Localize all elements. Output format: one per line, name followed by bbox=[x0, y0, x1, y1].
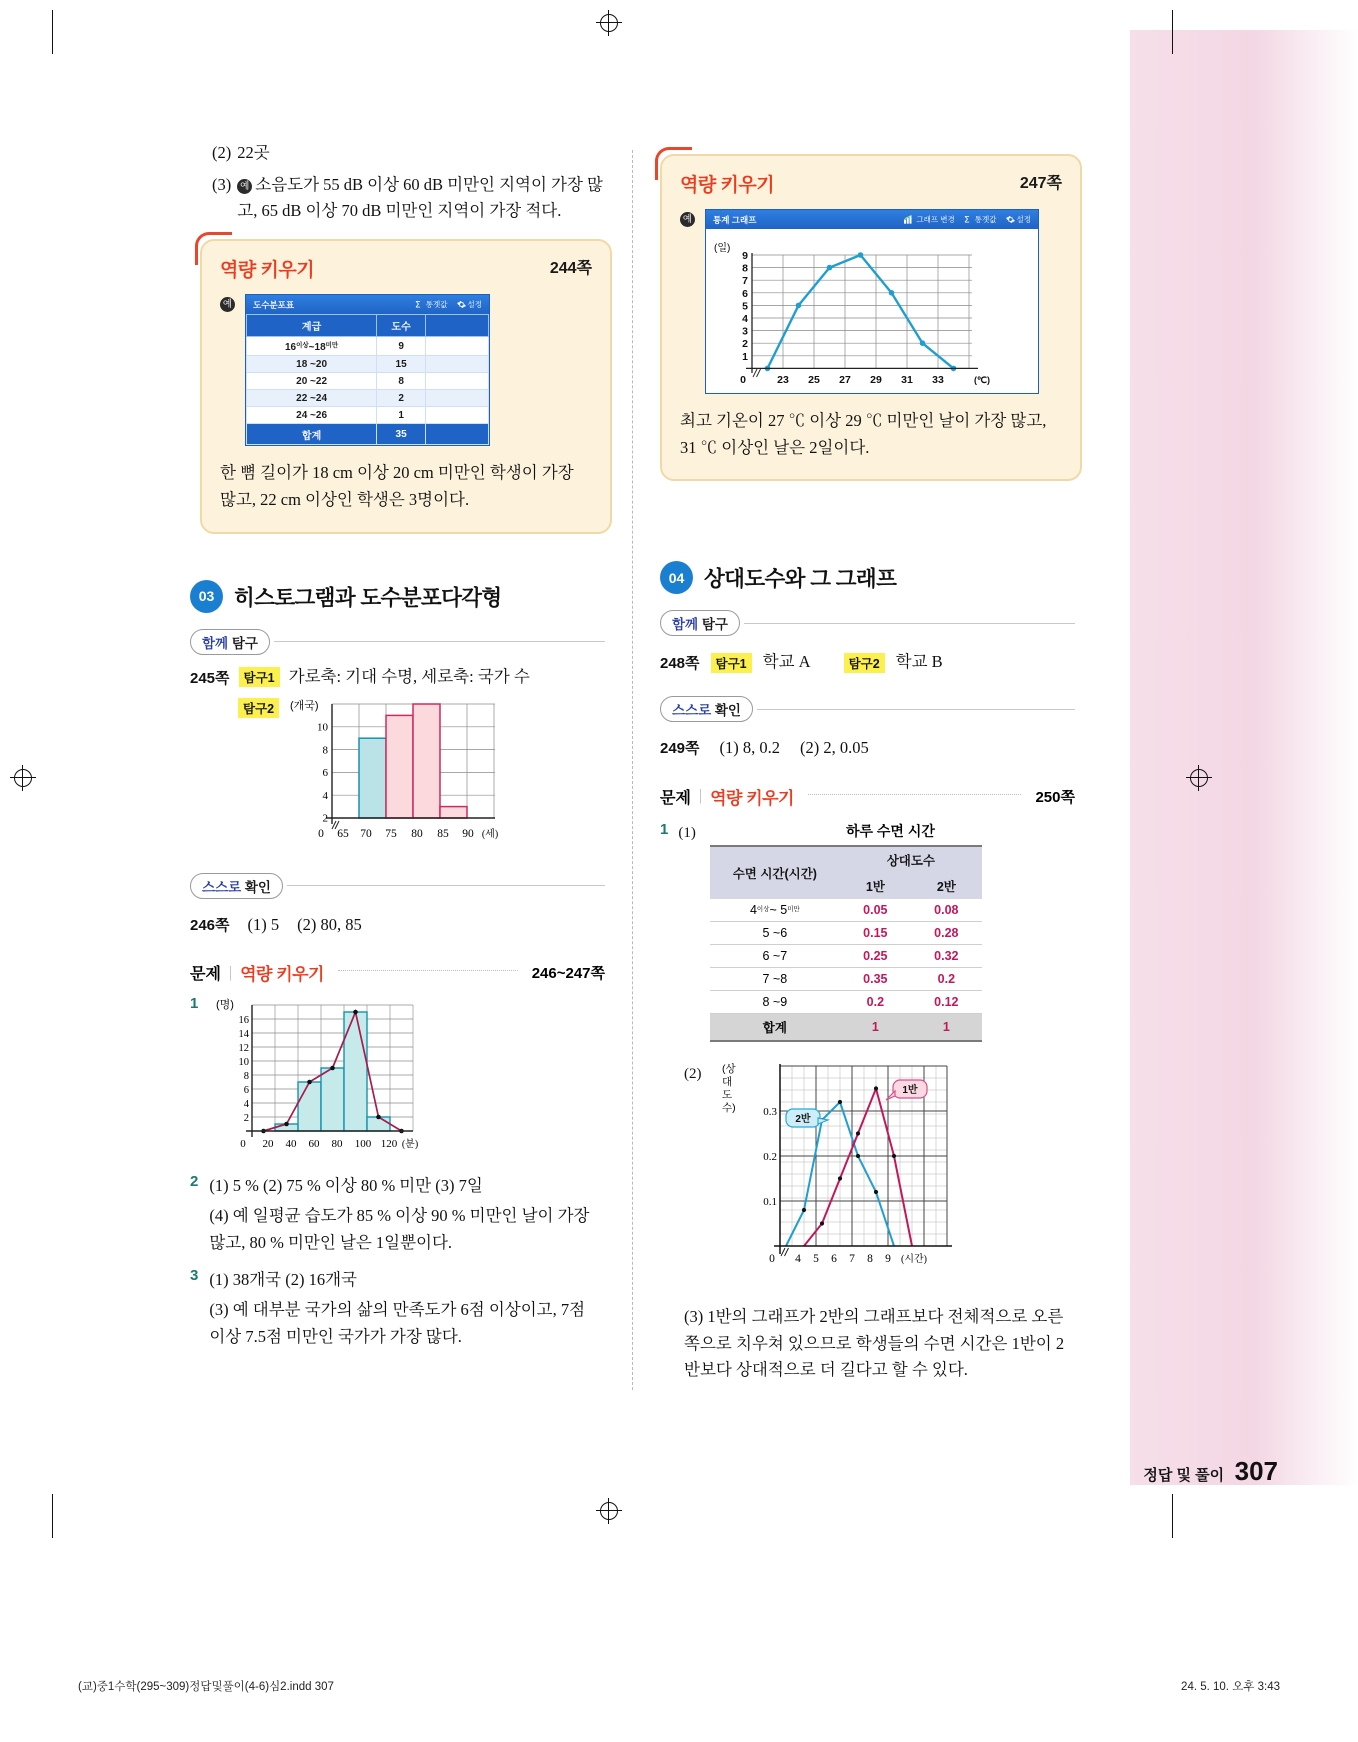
cell-blank bbox=[426, 424, 489, 445]
svg-text:0.3: 0.3 bbox=[762, 1105, 777, 1118]
section-title: 상대도수와 그 그래프 bbox=[704, 567, 897, 592]
capability-title: 역량 키우기 bbox=[220, 260, 315, 282]
sigma-icon bbox=[964, 215, 973, 224]
section-number-badge: 03 bbox=[190, 580, 223, 613]
svg-text:0: 0 bbox=[768, 1252, 775, 1265]
statistics-graph-app[interactable] bbox=[705, 209, 1039, 394]
cell-class1-value: 0.2 bbox=[840, 990, 911, 1013]
section-title: 히스토그램과 도수분포다각형 bbox=[234, 585, 502, 610]
footer-file-info: (교)중1수학(295~309)정답및풀이(4-6)심2.indd 307 bbox=[78, 1681, 334, 1693]
svg-text:90: 90 bbox=[462, 827, 474, 840]
cell-range: 8 ~9 bbox=[710, 990, 840, 1013]
svg-text:8: 8 bbox=[244, 1071, 250, 1083]
example-badge: 예 bbox=[220, 297, 235, 312]
answer-number: (2) bbox=[212, 143, 232, 162]
registration-mark-top bbox=[596, 10, 622, 36]
dotted-rule bbox=[808, 794, 1022, 795]
self-check-item: (1) 8, 0.2 bbox=[719, 738, 781, 758]
explore-tag-1-text: 가로축: 기대 수명, 세로축: 국가 수 bbox=[288, 666, 530, 686]
svg-text:2: 2 bbox=[742, 338, 748, 351]
svg-text:120: 120 bbox=[381, 1138, 398, 1151]
explore-tag: 함께 탐구 bbox=[190, 629, 270, 655]
sleep-relative-frequency-graph bbox=[708, 1056, 964, 1288]
svg-text:20: 20 bbox=[262, 1138, 274, 1151]
explore-tag-2-text: 학교 B bbox=[895, 652, 943, 672]
capability-caption: 한 뼘 길이가 18 cm 이상 20 cm 미만인 학생이 가장 많고, 22 cm 이상인 학생은 3명이다. bbox=[220, 463, 574, 509]
crop-mark-bottom-left bbox=[52, 1494, 53, 1538]
svg-text:수): 수) bbox=[721, 1101, 736, 1114]
life-expectancy-histogram bbox=[288, 696, 503, 851]
sub-question-label: (1) bbox=[678, 824, 696, 841]
self-check-item: (2) 80, 85 bbox=[297, 914, 362, 934]
self-check-page-ref: 246쪽 bbox=[190, 916, 230, 934]
gear-icon bbox=[1006, 215, 1015, 224]
page-number-label: 정답 및 풀이 bbox=[1143, 1467, 1225, 1484]
problem-capability-title: 역량 키우기 bbox=[240, 965, 324, 985]
registration-mark-left bbox=[10, 765, 36, 791]
svg-text:7: 7 bbox=[848, 1252, 855, 1265]
bar-40-60 bbox=[298, 1082, 321, 1131]
cell-class: 20 ~22 bbox=[247, 373, 377, 390]
section-number-badge: 04 bbox=[660, 561, 693, 594]
bar-75-80 bbox=[386, 715, 413, 818]
svg-text:100: 100 bbox=[355, 1138, 372, 1151]
table-row bbox=[247, 337, 489, 356]
cell-range: 6 ~7 bbox=[710, 944, 840, 967]
polygon-line bbox=[768, 255, 954, 368]
svg-text:(시간): (시간) bbox=[900, 1253, 927, 1265]
bar-80-85 bbox=[413, 704, 440, 818]
section-heading-04 bbox=[660, 561, 1075, 594]
chart-icon bbox=[904, 215, 914, 224]
explore-tag-1: 탐구1 bbox=[239, 667, 280, 687]
temperature-frequency-polygon bbox=[710, 237, 1015, 387]
cell-class: 22 ~24 bbox=[247, 390, 377, 407]
capability-box-244 bbox=[200, 239, 612, 533]
cell-class: $16^{이상}\sim 18^{미만}$ bbox=[247, 337, 377, 356]
svg-text:1반: 1반 bbox=[901, 1084, 918, 1096]
page-number: 307 bbox=[1234, 1456, 1278, 1486]
explore-tag: 함께 탐구 bbox=[660, 610, 740, 636]
cell-class2-value: 0.32 bbox=[911, 944, 982, 967]
svg-text:8: 8 bbox=[866, 1252, 873, 1265]
problem-header bbox=[190, 960, 605, 985]
cell-class1-value: 0.25 bbox=[840, 944, 911, 967]
separator: | bbox=[698, 787, 703, 805]
cell-blank bbox=[426, 407, 489, 424]
table-row bbox=[247, 407, 489, 424]
self-check-page-ref: 249쪽 bbox=[660, 740, 700, 758]
svg-text:2반: 2반 bbox=[794, 1113, 811, 1125]
cell-class1-value: 0.35 bbox=[840, 967, 911, 990]
cell-class: 18 ~20 bbox=[247, 356, 377, 373]
svg-text:23: 23 bbox=[777, 374, 789, 386]
problem-label: 문제 bbox=[190, 966, 221, 984]
self-check-tag-row bbox=[660, 696, 1075, 722]
col-relative-frequency: 상대도수 bbox=[840, 846, 982, 873]
cell-class2-value: 0.2 bbox=[911, 967, 982, 990]
explore-page-ref: 245쪽 bbox=[190, 669, 230, 687]
bar-60-80 bbox=[321, 1068, 344, 1131]
self-check-tag: 스스로 확인 bbox=[660, 696, 753, 722]
settings-tool-label: 설정 bbox=[467, 300, 482, 310]
svg-text:9: 9 bbox=[742, 250, 748, 262]
svg-text:10: 10 bbox=[238, 1057, 250, 1069]
cell-blank bbox=[426, 337, 489, 356]
question-number: 1 bbox=[190, 995, 199, 1013]
problem-label: 문제 bbox=[660, 789, 691, 807]
col-empty bbox=[426, 315, 489, 337]
cell-blank bbox=[426, 390, 489, 407]
app-canvas bbox=[706, 229, 1038, 393]
svg-text:0: 0 bbox=[740, 374, 746, 386]
statistics-tool[interactable] bbox=[415, 299, 448, 310]
statistics-tool-label: 통곗값 bbox=[974, 215, 997, 224]
page-footer bbox=[0, 1622, 1358, 1742]
answer-item bbox=[212, 172, 605, 225]
registration-mark-right bbox=[1186, 765, 1212, 791]
question-number: 2 bbox=[190, 1173, 199, 1191]
total-class2: 1 bbox=[911, 1013, 982, 1041]
svg-text:16: 16 bbox=[238, 1015, 250, 1027]
svg-text:8: 8 bbox=[742, 262, 748, 275]
right-column bbox=[660, 140, 1075, 1384]
table-header-row bbox=[247, 315, 489, 337]
explore-tag-1: 탐구1 bbox=[711, 653, 752, 673]
explore-tag-row bbox=[190, 629, 605, 655]
cell-class1-value: 0.05 bbox=[840, 899, 911, 922]
sigma-icon bbox=[415, 300, 424, 309]
question-number: 1 bbox=[660, 820, 669, 838]
corner-accent bbox=[655, 147, 692, 180]
table-row bbox=[247, 373, 489, 390]
statistics-tool[interactable] bbox=[964, 214, 997, 225]
svg-text:4: 4 bbox=[742, 313, 748, 325]
gear-icon bbox=[457, 300, 466, 309]
rule-line bbox=[287, 885, 605, 886]
data-points bbox=[765, 252, 957, 371]
self-check-item: (2) 2, 0.05 bbox=[800, 738, 869, 758]
page-number-block bbox=[1143, 1456, 1278, 1487]
answer-line: (1) 5 % (2) 75 % 이상 80 % 미만 (3) 7일 bbox=[209, 1176, 483, 1196]
sub-question-label: (2) bbox=[684, 1065, 702, 1082]
rule-line bbox=[757, 709, 1075, 710]
svg-text:9: 9 bbox=[884, 1252, 891, 1265]
explore-tag-2: 탐구2 bbox=[238, 698, 279, 718]
problem-page-ref: 250쪽 bbox=[1035, 788, 1075, 806]
table-caption: 하루 수면 시간 bbox=[845, 822, 935, 839]
col-sleep-time: 수면 시간(시간) bbox=[710, 846, 840, 899]
cell-blank bbox=[426, 373, 489, 390]
cell-frequency: 8 bbox=[377, 373, 426, 390]
rule-line bbox=[274, 641, 605, 642]
svg-text:(℃): (℃) bbox=[973, 375, 991, 385]
svg-text:6: 6 bbox=[830, 1252, 837, 1265]
svg-text:25: 25 bbox=[808, 374, 820, 386]
table-row bbox=[710, 944, 982, 967]
svg-text:(명): (명) bbox=[216, 999, 235, 1012]
explore-tag-1-text: 학교 A bbox=[762, 652, 811, 672]
total-label: 합계 bbox=[247, 424, 377, 445]
self-check-item: (1) 5 bbox=[247, 914, 280, 934]
total-class1: 1 bbox=[840, 1013, 911, 1041]
capability-page-ref: 244쪽 bbox=[549, 260, 592, 278]
answer-line: (4) 예 일평균 습도가 85 % 이상 90 % 미만인 날이 가장 많고, 80 % 미만인 날은 1일뿐이다. bbox=[209, 1206, 590, 1252]
example-badge: 예 bbox=[237, 179, 252, 194]
cell-class2-value: 0.28 bbox=[911, 921, 982, 944]
svg-text:29: 29 bbox=[870, 374, 882, 386]
answer-item bbox=[212, 140, 605, 167]
cell-class2-value: 0.12 bbox=[911, 990, 982, 1013]
self-check-tag: 스스로 확인 bbox=[190, 873, 283, 899]
svg-text:12: 12 bbox=[238, 1043, 250, 1055]
cell-frequency: 1 bbox=[377, 407, 426, 424]
svg-text:0.2: 0.2 bbox=[762, 1150, 777, 1163]
svg-text:14: 14 bbox=[238, 1029, 250, 1041]
svg-text:5: 5 bbox=[812, 1252, 819, 1265]
svg-text:(세): (세) bbox=[481, 828, 499, 840]
footer-timestamp: 24. 5. 10. 오후 3:43 bbox=[1181, 1681, 1280, 1693]
svg-text:80: 80 bbox=[331, 1138, 343, 1151]
table-total-row bbox=[710, 1013, 982, 1041]
cell-range: 7 ~8 bbox=[710, 967, 840, 990]
app-title: 통계 그래프 bbox=[713, 214, 757, 225]
cell-range: 5 ~6 bbox=[710, 921, 840, 944]
svg-text:대: 대 bbox=[721, 1075, 732, 1088]
svg-text:8: 8 bbox=[322, 743, 329, 756]
svg-text:33: 33 bbox=[932, 374, 944, 386]
svg-text:Σ: Σ bbox=[414, 300, 421, 310]
rule-line bbox=[744, 623, 1075, 624]
cell-frequency: 15 bbox=[377, 356, 426, 373]
section-heading-03 bbox=[190, 580, 605, 613]
cell-class1-value: 0.15 bbox=[840, 921, 911, 944]
svg-text:6: 6 bbox=[244, 1085, 250, 1097]
explore-tag-row bbox=[660, 610, 1075, 636]
svg-text:60: 60 bbox=[308, 1138, 320, 1151]
crop-mark-bottom-right bbox=[1172, 1494, 1173, 1538]
capability-title: 역량 키우기 bbox=[680, 175, 775, 196]
table-row bbox=[710, 921, 982, 944]
svg-text:도: 도 bbox=[721, 1088, 732, 1101]
capability-box-247 bbox=[660, 154, 1082, 481]
separator: | bbox=[228, 963, 233, 981]
example-badge: 예 bbox=[680, 212, 695, 227]
svg-text:4: 4 bbox=[244, 1099, 250, 1111]
svg-text:10: 10 bbox=[317, 721, 329, 734]
svg-text:0: 0 bbox=[240, 1138, 247, 1151]
svg-text:65: 65 bbox=[337, 827, 349, 840]
svg-text:5: 5 bbox=[742, 300, 748, 313]
statistics-tool-label: 통곗값 bbox=[425, 300, 448, 310]
capability-page-ref: 247쪽 bbox=[1019, 175, 1062, 192]
app-title: 도수분포표 bbox=[253, 299, 295, 310]
question-number: 3 bbox=[190, 1267, 199, 1285]
svg-text:80: 80 bbox=[411, 827, 423, 840]
class1-line bbox=[804, 1088, 912, 1246]
frequency-table-app[interactable] bbox=[245, 294, 490, 446]
change-graph-tool[interactable] bbox=[904, 214, 954, 225]
cell-class: 24 ~26 bbox=[247, 407, 377, 424]
app-title-bar bbox=[246, 295, 489, 314]
answer-line: (3) 1반의 그래프가 2반의 그래프보다 전체적으로 오른쪽으로 치우쳐 있으므로 학생들의 수면 시간은 1반이 2반보다 상대적으로 더 길다고 할 수 있다. bbox=[684, 1306, 1065, 1380]
table-row bbox=[247, 390, 489, 407]
col-class-1: 1반 bbox=[840, 873, 911, 899]
svg-text:31: 31 bbox=[901, 374, 913, 386]
answer-text: 22곳 bbox=[237, 143, 270, 162]
svg-text:1: 1 bbox=[742, 350, 748, 363]
corner-accent bbox=[195, 232, 232, 265]
svg-text:(개국): (개국) bbox=[290, 699, 319, 712]
svg-text:85: 85 bbox=[437, 827, 449, 840]
explore-tag-2: 탐구2 bbox=[844, 653, 885, 673]
crop-mark-top-left bbox=[52, 10, 53, 54]
problem-header bbox=[660, 784, 1075, 809]
total-value: 35 bbox=[377, 424, 426, 445]
svg-text:0.1: 0.1 bbox=[762, 1195, 777, 1208]
col-frequency: 도수 bbox=[377, 315, 426, 337]
table-header bbox=[710, 846, 982, 899]
svg-text:4: 4 bbox=[794, 1252, 801, 1265]
answer-line: (1) 38개국 (2) 16개국 bbox=[209, 1270, 357, 1290]
settings-tool-label: 설정 bbox=[1016, 215, 1031, 224]
svg-text:2: 2 bbox=[322, 812, 329, 825]
cell-class2-value: 0.08 bbox=[911, 899, 982, 922]
svg-text:3: 3 bbox=[742, 325, 748, 338]
svg-text:75: 75 bbox=[385, 827, 397, 840]
capability-caption: 최고 기온이 27 ℃ 이상 29 ℃ 미만인 날이 가장 많고, 31 ℃ 이상인 날은 2일이다. bbox=[680, 411, 1047, 457]
crop-mark-top-right bbox=[1172, 10, 1173, 54]
problem-page-ref: 246~247쪽 bbox=[531, 965, 605, 983]
svg-text:(일): (일) bbox=[714, 243, 731, 254]
relative-frequency-table bbox=[710, 845, 982, 1042]
answer-line: (3) 예 대부분 국가의 삶의 만족도가 6점 이상이고, 7점 이상 7.5점 미만인 국가가 가장 많다. bbox=[209, 1300, 586, 1346]
svg-text:70: 70 bbox=[360, 827, 372, 840]
cell-frequency: 2 bbox=[377, 390, 426, 407]
svg-text:0: 0 bbox=[318, 827, 324, 840]
column-divider bbox=[632, 150, 633, 1390]
total-label: 합계 bbox=[710, 1013, 840, 1041]
cell-frequency: 9 bbox=[377, 337, 426, 356]
settings-tool[interactable] bbox=[1006, 214, 1032, 225]
col-class-2: 2반 bbox=[911, 873, 982, 899]
table-total-row bbox=[247, 424, 489, 445]
svg-text:Σ: Σ bbox=[963, 215, 970, 224]
col-class: 계급 bbox=[247, 315, 377, 337]
svg-text:(분): (분) bbox=[402, 1139, 419, 1151]
problem-capability-title: 역량 키우기 bbox=[710, 788, 794, 808]
frequency-distribution-table bbox=[246, 314, 489, 445]
answer-text: 소음도가 55 dB 이상 60 dB 미만인 지역이 가장 많고, 65 dB 이상 70 dB 미만인 지역이 가장 적다. bbox=[237, 174, 603, 221]
svg-text:4: 4 bbox=[322, 789, 329, 802]
answer-number: (3) bbox=[212, 174, 232, 194]
svg-text:6: 6 bbox=[742, 287, 748, 300]
table-row bbox=[710, 990, 982, 1013]
change-graph-label: 그래프 변경 bbox=[916, 215, 955, 224]
svg-text:7: 7 bbox=[742, 275, 748, 288]
settings-tool[interactable] bbox=[457, 299, 483, 310]
svg-text:40: 40 bbox=[285, 1138, 297, 1151]
table-row bbox=[247, 356, 489, 373]
explore-page-ref: 248쪽 bbox=[660, 655, 700, 673]
svg-text:27: 27 bbox=[839, 374, 851, 386]
table-body bbox=[710, 899, 982, 1041]
svg-text:2: 2 bbox=[244, 1113, 250, 1125]
svg-text:6: 6 bbox=[322, 766, 329, 779]
table-row bbox=[710, 899, 982, 922]
left-column bbox=[190, 140, 605, 1351]
study-time-frequency-polygon bbox=[208, 995, 423, 1160]
table-row bbox=[710, 967, 982, 990]
dotted-rule bbox=[338, 970, 518, 971]
cell-range: $4^{이상}\sim$ $5^{미만}$ bbox=[710, 899, 840, 922]
bar-70-75 bbox=[359, 738, 386, 818]
registration-mark-bottom bbox=[596, 1498, 622, 1524]
self-check-tag-row bbox=[190, 873, 605, 899]
svg-text:(상: (상 bbox=[721, 1062, 736, 1075]
app-title-bar bbox=[706, 210, 1038, 229]
cell-blank bbox=[426, 356, 489, 373]
bar-85-90 bbox=[440, 806, 467, 817]
decorative-pink-band bbox=[1130, 30, 1358, 1485]
